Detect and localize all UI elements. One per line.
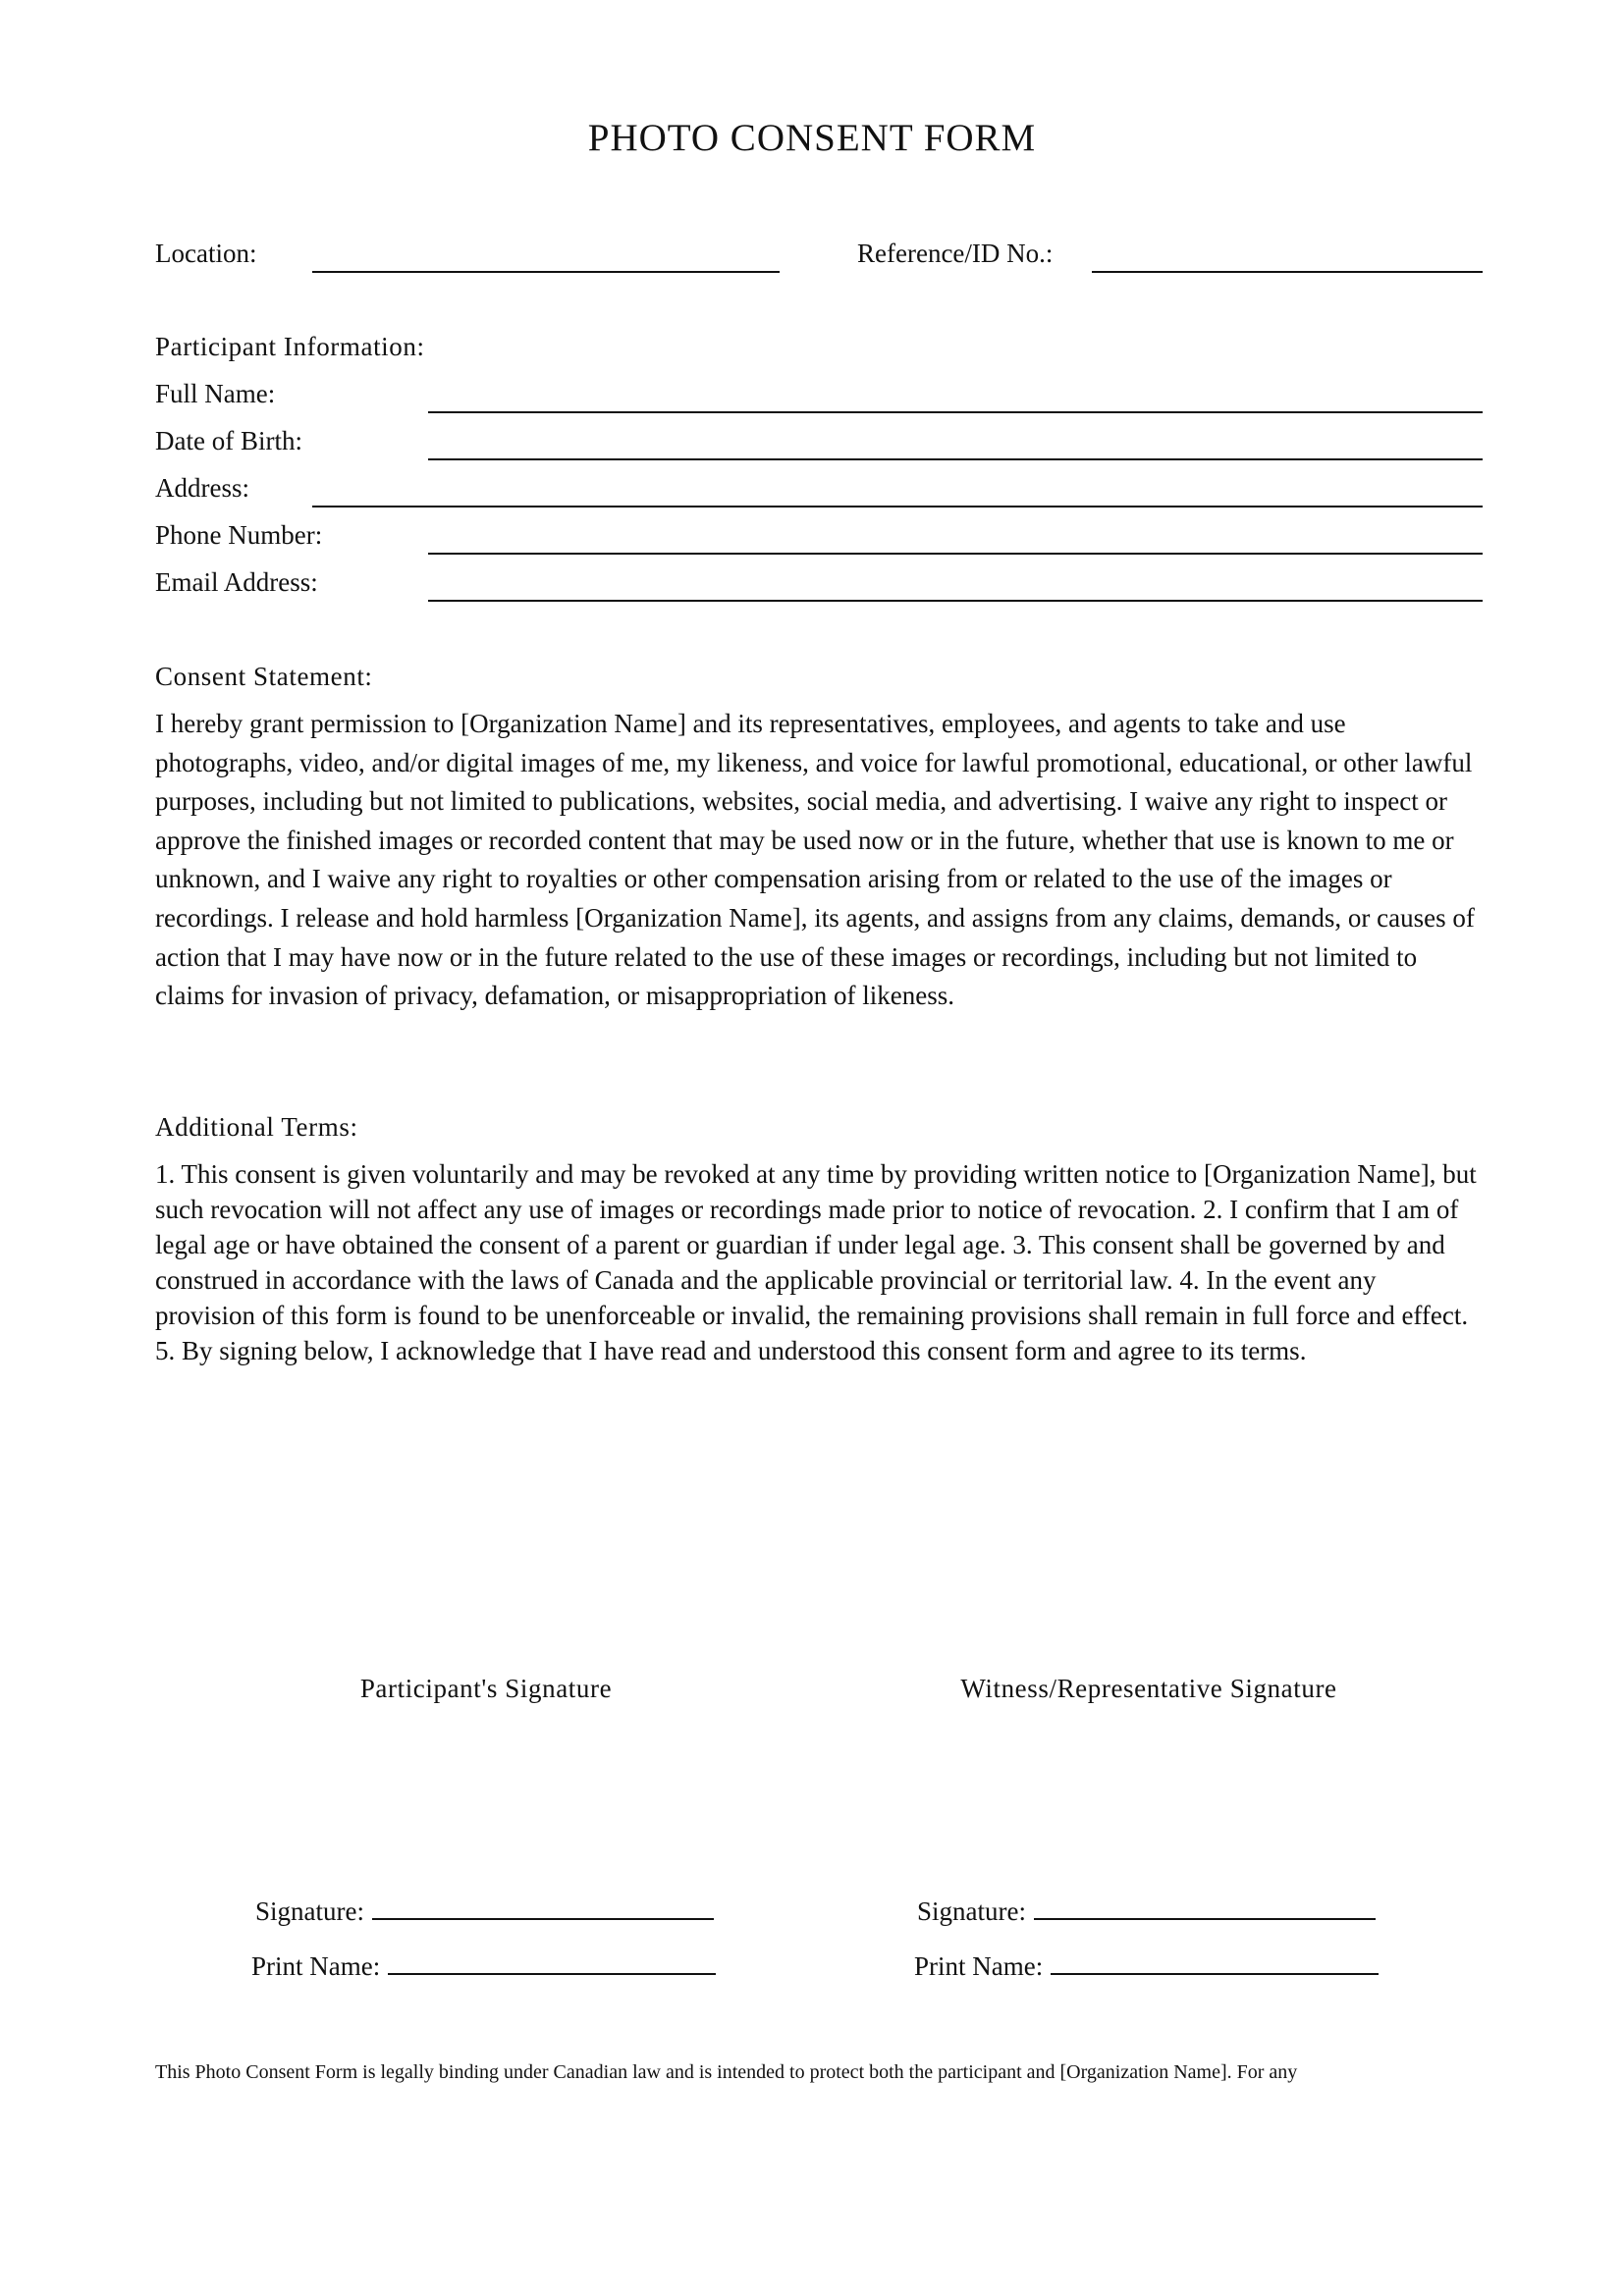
witness-print-name-line[interactable] [1051, 1948, 1379, 1975]
participant-print-name-row [251, 1948, 716, 1982]
participant-print-name-label: Print Name: [251, 1951, 381, 1981]
date-of-birth-label: Date of Birth: [155, 426, 302, 455]
participant-info-heading: Participant Information: [155, 332, 425, 361]
consent-statement-heading: Consent Statement: [155, 662, 373, 691]
participant-signature-row [255, 1893, 714, 1927]
participant-print-name-line[interactable] [388, 1948, 716, 1975]
participant-signature-line[interactable] [372, 1893, 714, 1920]
consent-statement-text: I hereby grant permission to [Organization Name] and its representatives, employees, and agents to take and use photographs, video, and/or digital images of me, my likeness, and voice for lawful promotional, educational, or other lawful purposes, including but not limited to publications, websites, social media, and advertising. I waive any right to inspect or approve the finished images or recorded content that may be used now or in the future, whether that use is known to me or unknown, and I waive any right to royalties or other compensation arising from or related to the use of the images or recordings. I release and hold harmless [Organization Name], its agents, and assigns from any claims, demands, or causes of action that I may have now or in the future related to the use of these images or recordings, including but not limited to claims for invasion of privacy, defamation, or misappropriation of likeness. [155, 709, 1475, 1011]
address-label: Address: [155, 473, 249, 503]
location-field-line[interactable] [312, 271, 780, 273]
full-name-field-line[interactable] [428, 411, 1483, 413]
date-of-birth-field-line[interactable] [428, 458, 1483, 460]
reference-id-label: Reference/ID No.: [857, 239, 1054, 268]
location-label: Location: [155, 239, 257, 268]
page-title: PHOTO CONSENT FORM [587, 117, 1037, 159]
phone-number-field-line[interactable] [428, 553, 1483, 555]
witness-signature-heading: Witness/Representative Signature [960, 1674, 1337, 1703]
witness-print-name-row [914, 1948, 1379, 1982]
full-name-label: Full Name: [155, 379, 276, 408]
additional-terms-heading: Additional Terms: [155, 1112, 358, 1142]
email-address-field-line[interactable] [428, 600, 1483, 602]
reference-id-field-line[interactable] [1092, 271, 1483, 273]
witness-print-name-label: Print Name: [914, 1951, 1044, 1981]
footer-note: This Photo Consent Form is legally binding under Canadian law and is intended to protect both the participant and [Organization Name]. For any [155, 2061, 1298, 2083]
witness-signature-row [917, 1893, 1376, 1927]
additional-terms-text: 1. This consent is given voluntarily and may be revoked at any time by providing written notice to [Organization Name], but such revocation will not affect any use of images or recordings made prior to notice of revocation. 2. I confirm that I am of legal age or have obtained the consent of a parent or guardian if under legal age. 3. This consent shall be governed by and construed in accordance with the laws of Canada and the applicable provincial or territorial law. 4. In the event any provision of this form is found to be unenforceable or invalid, the remaining provisions shall remain in full force and effect. 5. By signing below, I acknowledge that I have read and understood this consent form and agree to its terms. [155, 1159, 1477, 1365]
witness-signature-line[interactable] [1034, 1893, 1376, 1920]
witness-signature-label: Signature: [917, 1896, 1026, 1926]
phone-number-label: Phone Number: [155, 520, 323, 550]
participant-signature-heading: Participant's Signature [359, 1674, 613, 1703]
address-field-line[interactable] [312, 506, 1483, 507]
email-address-label: Email Address: [155, 567, 318, 597]
participant-signature-label: Signature: [255, 1896, 364, 1926]
